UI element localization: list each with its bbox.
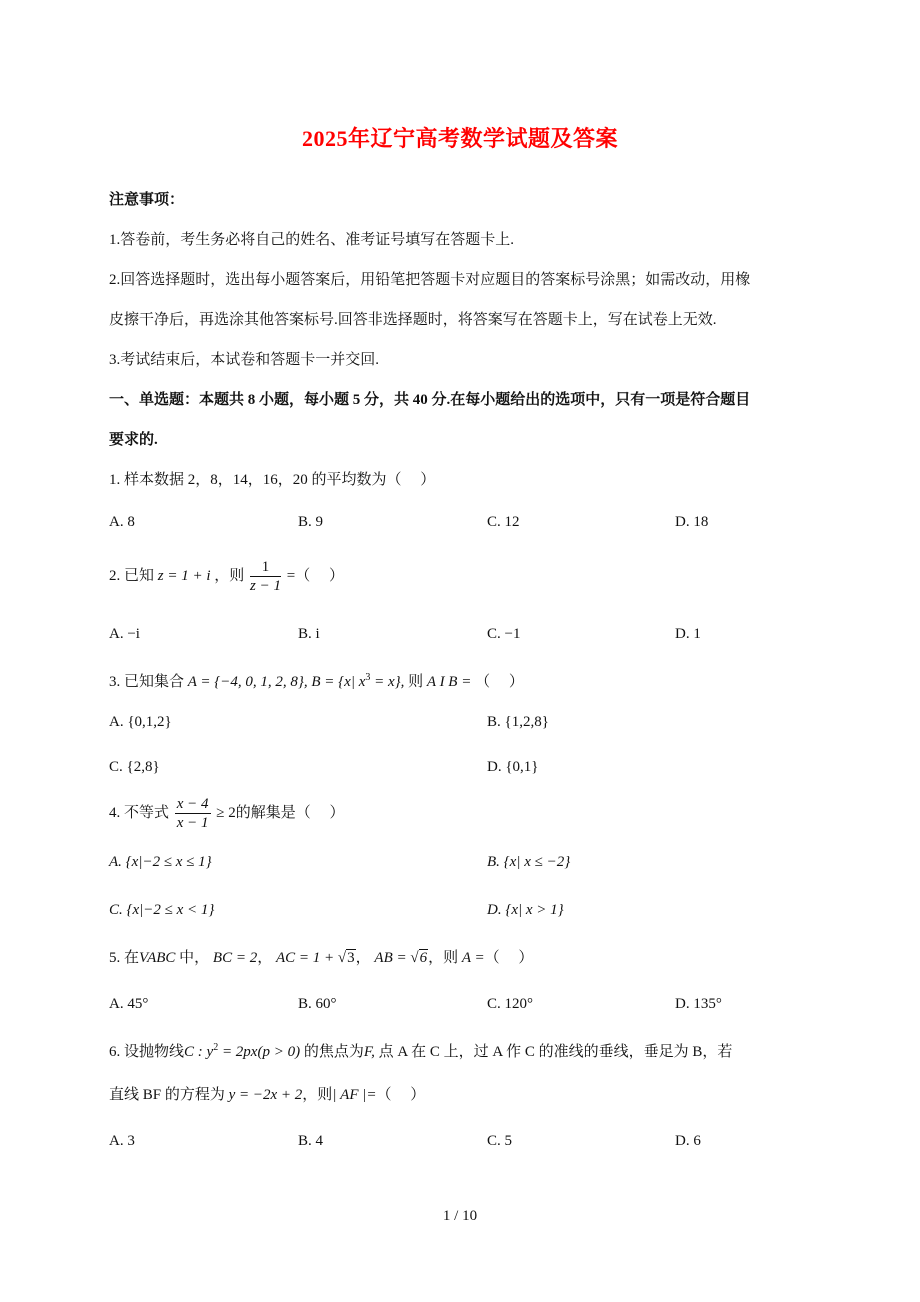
question-1-option-c: C. 12 — [487, 514, 520, 530]
question-6-option-b: B. 4 — [298, 1133, 324, 1149]
question-6-stem-line-2 — [109, 1085, 425, 1105]
math-expression: | AF |= — [332, 1087, 377, 1103]
fraction-denominator: x − 1 — [176, 815, 209, 831]
stem-text: 直线 BF 的方程为 — [109, 1087, 225, 1103]
stem-text: ， — [257, 950, 273, 966]
math-expression: y = −2x + 2 — [228, 1087, 303, 1103]
stem-text: （ ） — [376, 1087, 426, 1103]
question-2-option-b: B. i — [298, 626, 320, 642]
question-4-option-b: B. {x| x ≤ −2} — [487, 854, 571, 870]
stem-text: 3. 已知集合 — [109, 674, 185, 690]
question-1-stem: 1. 样本数据 2，8，14，16，20 的平均数为（ ） — [109, 472, 436, 488]
question-6-option-d: D. 6 — [675, 1133, 701, 1149]
question-5-option-b: B. 60° — [298, 996, 337, 1012]
math-expression: VABC — [139, 950, 176, 966]
math-expression: = 2px(p > 0) — [218, 1044, 301, 1060]
question-1-option-b: B. 9 — [298, 514, 324, 530]
math-expression: F, — [363, 1044, 375, 1060]
stem-text: ，则 — [302, 1087, 333, 1103]
notice-heading: 注意事项： — [109, 192, 185, 208]
question-4-stem — [109, 795, 345, 832]
math-expression: ≥ 2 — [216, 804, 236, 821]
notice-item-1 — [109, 230, 514, 250]
stem-text: =（ ） — [286, 567, 344, 584]
page-number: 1 / 10 — [442, 1208, 478, 1224]
question-2-option-c: C. −1 — [487, 626, 521, 642]
document-title: 2025年辽宁高考数学试题及答案 — [301, 126, 618, 151]
question-3-option-c: C. {2,8} — [109, 759, 160, 775]
math-expression: = x}, — [370, 674, 405, 690]
section-heading-cont: 要求的. — [109, 432, 158, 448]
notice-text: 3.考试结束后，本试卷和答题卡一并交回. — [109, 352, 380, 368]
notice-text: 皮擦干净后，再选涂其他答案标号.回答非选择题时，将答案写在答题卡上，写在试卷上无效. — [109, 312, 717, 328]
stem-text: 6. 设抛物线 — [109, 1044, 185, 1060]
fraction-numerator: x − 4 — [176, 796, 209, 812]
stem-text: ，则 — [214, 567, 245, 584]
stem-text: 4. 不等式 — [109, 804, 170, 821]
exponent: 2 — [213, 1042, 219, 1053]
math-expression: C : y — [184, 1044, 214, 1060]
notice-item-3 — [109, 350, 379, 370]
stem-text: 的解集是（ ） — [235, 804, 345, 821]
question-3-option-a: A. {0,1,2} — [109, 714, 172, 730]
notice-item-2-cont — [109, 310, 717, 330]
notice-item-2 — [109, 270, 750, 290]
question-4-option-d: D. {x| x > 1} — [487, 902, 564, 918]
question-5-option-d: D. 135° — [675, 996, 722, 1012]
stem-text: 5. 在 — [109, 950, 140, 966]
fraction — [250, 558, 281, 595]
notice-text: 1.答卷前，考生务必将自己的姓名、准考证号填写在答题卡上. — [109, 232, 515, 248]
question-1-option-a: A. 8 — [109, 514, 135, 530]
stem-text: 中， — [175, 950, 210, 966]
question-3-option-d: D. {0,1} — [487, 759, 539, 775]
math-expression: AC = 1 + — [275, 950, 338, 966]
question-6-option-c: C. 5 — [487, 1133, 513, 1149]
math-expression: AB = — [374, 950, 411, 966]
question-2-option-d: D. 1 — [675, 626, 701, 642]
stem-text: （ ） — [484, 950, 534, 966]
stem-text: 2. 已知 — [109, 567, 155, 584]
sqrt-radicand: 6 — [419, 950, 428, 966]
math-expression: A I B = — [426, 674, 472, 690]
question-3-option-b: B. {1,2,8} — [487, 714, 549, 730]
question-5-option-a: A. 45° — [109, 996, 149, 1012]
stem-text: 的焦点为 — [300, 1044, 364, 1060]
question-6-stem-line-1 — [109, 1038, 732, 1062]
question-5-stem: 5. 在VABC 中， BC = 2， AC = 1 + √3， AB = √6，则 A =（ ） — [109, 950, 534, 966]
section-heading: 一、单选题：本题共 8 小题，每小题 5 分，共 40 分.在每小题给出的选项中，只有一项是符合题目 — [109, 392, 751, 408]
stem-text: 点 A 在 C 上，过 A 作 C 的准线的垂线，垂足为 B，若 — [374, 1044, 733, 1060]
notice-text: 2.回答选择题时，选出每小题答案后，用铅笔把答题卡对应题目的答案标号涂黑；如需改动，用橡 — [109, 272, 751, 288]
sqrt-radicand: 3 — [347, 950, 355, 966]
math-expression: A = {−4, 0, 1, 2, 8}, B = {x| x — [187, 674, 366, 690]
stem-text: 则 — [408, 674, 424, 690]
question-4-option-c: C. {x|−2 ≤ x < 1} — [109, 902, 215, 918]
fraction-numerator: 1 — [250, 558, 281, 577]
math-expression: BC = 2 — [212, 950, 258, 966]
question-3-stem — [109, 668, 524, 692]
stem-text: （ ） — [475, 674, 524, 690]
math-expression: z = 1 + i — [157, 567, 211, 584]
question-5-option-c: C. 120° — [487, 996, 534, 1012]
stem-text: ，则 — [428, 950, 459, 966]
math-expression: A = — [461, 950, 485, 966]
question-4-option-a: A. {x|−2 ≤ x ≤ 1} — [109, 854, 212, 870]
question-2-option-a: A. −i — [109, 626, 140, 642]
fraction-denominator: z − 1 — [250, 578, 281, 594]
question-6-option-a: A. 3 — [109, 1133, 135, 1149]
fraction — [175, 795, 211, 832]
question-1-option-d: D. 18 — [675, 514, 709, 530]
stem-text: ， — [355, 950, 371, 966]
exponent: 3 — [365, 672, 371, 683]
question-2-stem — [109, 558, 344, 595]
